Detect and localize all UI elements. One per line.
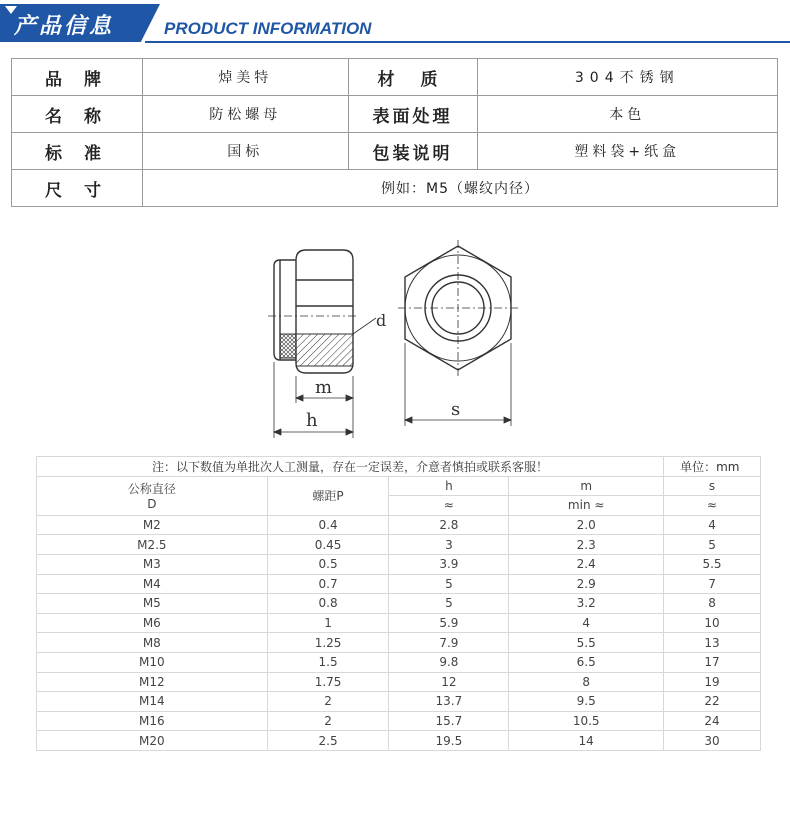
cell-pitch: 2 xyxy=(267,692,389,712)
cell-diameter: M5 xyxy=(37,594,268,614)
cell-h: 5.9 xyxy=(389,613,509,633)
table-row xyxy=(37,594,761,614)
cell-pitch: 0.8 xyxy=(267,594,389,614)
cell-diameter: M3 xyxy=(37,554,268,574)
spec-value: 塑料袋+纸盒 xyxy=(477,133,778,170)
hatched-section xyxy=(296,334,353,366)
table-row xyxy=(37,692,761,712)
banner-title-cn: 产品信息 xyxy=(14,14,115,39)
cell-s: 7 xyxy=(664,574,761,594)
cell-diameter: M12 xyxy=(37,672,268,692)
spec-value: 304不锈钢 xyxy=(477,59,778,96)
cell-s: 13 xyxy=(664,633,761,653)
label-s: s xyxy=(451,399,461,420)
spec-label: 品 牌 xyxy=(12,59,143,96)
size-table-body xyxy=(37,515,761,750)
table-row xyxy=(37,613,761,633)
cell-s: 10 xyxy=(664,613,761,633)
nylon-insert-section xyxy=(280,334,296,358)
cell-pitch: 0.7 xyxy=(267,574,389,594)
nut-technical-drawing xyxy=(258,238,533,448)
cell-s: 30 xyxy=(664,731,761,751)
size-note: 注：以下数值为单批次人工测量，存在一定误差，介意者慎拍或联系客服！ xyxy=(37,457,664,477)
header-pitch: 螺距P xyxy=(267,476,389,515)
cell-h: 13.7 xyxy=(389,692,509,712)
cell-s: 19 xyxy=(664,672,761,692)
header-h-sub: ≈ xyxy=(389,496,509,516)
table-row xyxy=(37,515,761,535)
cell-s: 22 xyxy=(664,692,761,712)
label-h: h xyxy=(306,410,318,431)
spec-label: 表面处理 xyxy=(348,96,477,133)
spec-row xyxy=(12,170,778,207)
header-diameter-line2: D xyxy=(147,497,157,512)
header-m: m xyxy=(509,476,664,496)
cell-diameter: M20 xyxy=(37,731,268,751)
spec-row xyxy=(12,133,778,170)
cell-m: 3.2 xyxy=(509,594,664,614)
cell-diameter: M2.5 xyxy=(37,535,268,555)
cell-s: 5 xyxy=(664,535,761,555)
cell-m: 14 xyxy=(509,731,664,751)
cell-m: 2.9 xyxy=(509,574,664,594)
table-row xyxy=(37,672,761,692)
cell-m: 2.3 xyxy=(509,535,664,555)
cell-s: 24 xyxy=(664,711,761,731)
size-unit: 单位：mm xyxy=(664,457,761,477)
cell-s: 5.5 xyxy=(664,554,761,574)
cell-pitch: 1 xyxy=(267,613,389,633)
spec-value: 例如：M5（螺纹内径） xyxy=(143,170,778,207)
spec-label: 尺 寸 xyxy=(12,170,143,207)
spec-row xyxy=(12,96,778,133)
size-table xyxy=(36,456,761,751)
front-view xyxy=(398,240,518,378)
label-m: m xyxy=(315,377,333,398)
table-row xyxy=(37,574,761,594)
cell-diameter: M10 xyxy=(37,652,268,672)
cell-pitch: 1.75 xyxy=(267,672,389,692)
cell-m: 8 xyxy=(509,672,664,692)
cell-m: 9.5 xyxy=(509,692,664,712)
spec-row xyxy=(12,59,778,96)
cell-m: 2.0 xyxy=(509,515,664,535)
cell-s: 8 xyxy=(664,594,761,614)
header-h: h xyxy=(389,476,509,496)
header-m-sub: min ≈ xyxy=(509,496,664,516)
label-d: d xyxy=(376,311,387,330)
cell-m: 4 xyxy=(509,613,664,633)
cell-h: 3.9 xyxy=(389,554,509,574)
table-row xyxy=(37,731,761,751)
cell-h: 2.8 xyxy=(389,515,509,535)
cell-diameter: M14 xyxy=(37,692,268,712)
cell-pitch: 1.25 xyxy=(267,633,389,653)
banner-underline xyxy=(145,41,790,43)
cell-diameter: M6 xyxy=(37,613,268,633)
spec-label: 包装说明 xyxy=(348,133,477,170)
spec-label: 名 称 xyxy=(12,96,143,133)
header-diameter-line1: 公称直径 xyxy=(127,482,176,497)
cell-pitch: 0.45 xyxy=(267,535,389,555)
cell-diameter: M4 xyxy=(37,574,268,594)
table-row xyxy=(37,652,761,672)
header-s: s xyxy=(664,476,761,496)
cell-h: 15.7 xyxy=(389,711,509,731)
cell-h: 5 xyxy=(389,574,509,594)
cell-h: 5 xyxy=(389,594,509,614)
cell-m: 2.4 xyxy=(509,554,664,574)
spec-label: 标 准 xyxy=(12,133,143,170)
cell-diameter: M8 xyxy=(37,633,268,653)
table-row xyxy=(37,633,761,653)
d-leader-line xyxy=(353,318,376,334)
header-banner xyxy=(0,0,790,46)
cell-diameter: M2 xyxy=(37,515,268,535)
table-row xyxy=(37,554,761,574)
cell-m: 10.5 xyxy=(509,711,664,731)
spec-value: 焯美特 xyxy=(143,59,349,96)
cell-h: 12 xyxy=(389,672,509,692)
cell-m: 5.5 xyxy=(509,633,664,653)
cell-pitch: 1.5 xyxy=(267,652,389,672)
spec-label: 材 质 xyxy=(348,59,477,96)
cell-pitch: 0.4 xyxy=(267,515,389,535)
cell-h: 9.8 xyxy=(389,652,509,672)
cell-h: 7.9 xyxy=(389,633,509,653)
cell-pitch: 2.5 xyxy=(267,731,389,751)
cell-pitch: 2 xyxy=(267,711,389,731)
cell-h: 3 xyxy=(389,535,509,555)
cell-diameter: M16 xyxy=(37,711,268,731)
spec-table xyxy=(11,58,778,207)
header-s-sub: ≈ xyxy=(664,496,761,516)
size-header-row xyxy=(37,476,761,496)
table-row xyxy=(37,711,761,731)
spec-value: 本色 xyxy=(477,96,778,133)
cell-s: 17 xyxy=(664,652,761,672)
cell-s: 4 xyxy=(664,515,761,535)
cell-pitch: 0.5 xyxy=(267,554,389,574)
cell-m: 6.5 xyxy=(509,652,664,672)
cell-h: 19.5 xyxy=(389,731,509,751)
header-diameter xyxy=(37,476,268,515)
spec-value: 国标 xyxy=(143,133,349,170)
banner-title-en: PRODUCT INFORMATION xyxy=(164,19,372,38)
size-note-row xyxy=(37,457,761,477)
table-row xyxy=(37,535,761,555)
spec-value: 防松螺母 xyxy=(143,96,349,133)
